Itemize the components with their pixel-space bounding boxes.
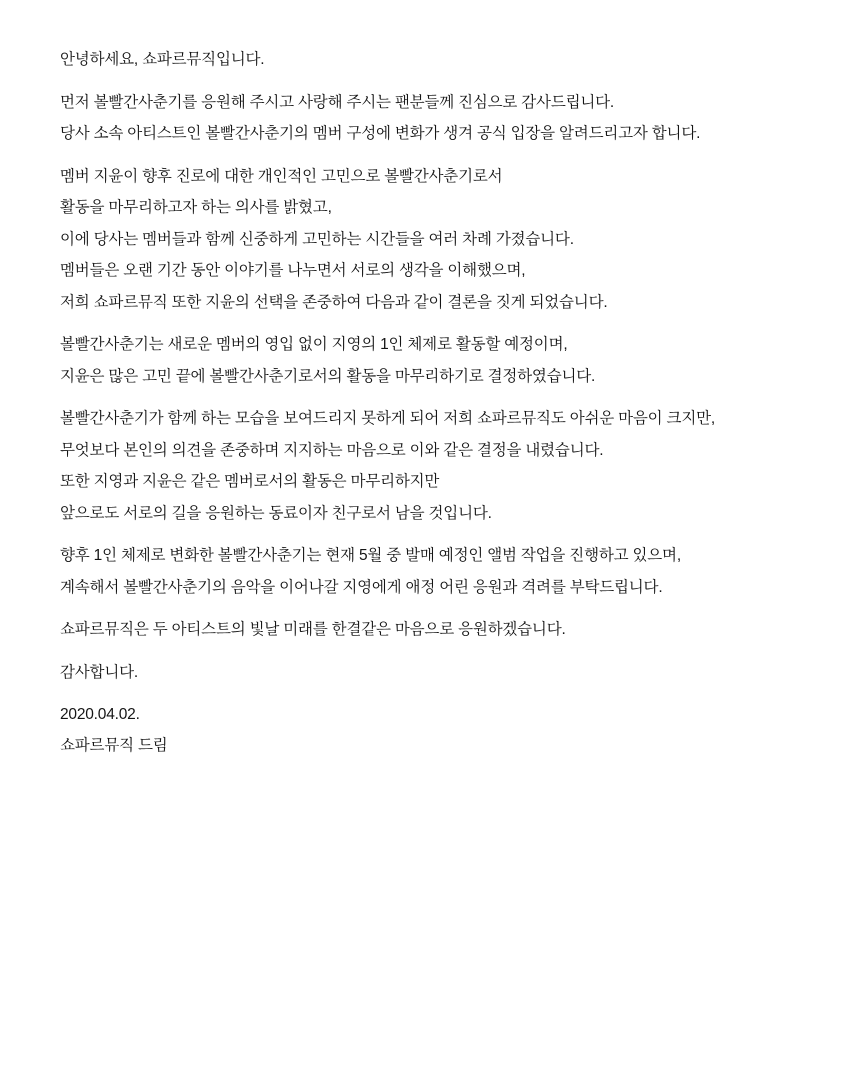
paragraph-apology-and-support: [60, 411, 792, 521]
statement-line: 저희 쇼파르뮤직 또한 지윤의 선택을 존중하여 다음과 같이 결론을 짓게 되었습니다.: [60, 293, 608, 311]
statement-line: 무엇보다 본인의 의견을 존중하며 지지하는 마음으로 이와 같은 결정을 내렸습니다.: [60, 441, 604, 459]
paragraph-conclusion: [60, 337, 792, 384]
paragraph-thank-you: [60, 665, 792, 681]
statement-line: 활동을 마무리하고자 하는 의사를 밝혔고,: [60, 199, 332, 216]
statement-line: 당사 소속 아티스트인 볼빨간사춘기의 멤버 구성에 변화가 생겨 공식 입장을 알려드리고자 합니다.: [60, 125, 701, 142]
statement-body: [60, 52, 792, 753]
paragraph-thanks-and-purpose: [60, 95, 792, 142]
statement-line: 또한 지영과 지윤은 같은 멤버로서의 활동은 마무리하지만: [60, 473, 440, 490]
statement-line: 멤버들은 오랜 기간 동안 이야기를 나누면서 서로의 생각을 이해했으며,: [60, 262, 526, 279]
paragraph-closing-support: [60, 622, 792, 638]
statement-line: 쇼파르뮤직은 두 아티스트의 빛날 미래를 한결같은 마음으로 응원하겠습니다.: [60, 621, 566, 638]
statement-line: 계속해서 볼빨간사춘기의 음악을 이어나갈 지영에게 애정 어린 응원과 격려를 부탁드립니다.: [60, 578, 663, 596]
statement-line: 볼빨간사춘기는 새로운 멤버의 영입 없이 지영의 1인 체제로 활동할 예정이며,: [60, 336, 568, 353]
statement-line: 앞으로도 서로의 길을 응원하는 동료이자 친구로서 남을 것입니다.: [60, 504, 492, 522]
statement-line: 감사합니다.: [60, 663, 138, 681]
statement-line: 이에 당사는 멤버들과 함께 신중하게 고민하는 시간들을 여러 차례 가졌습니다.: [60, 230, 574, 248]
signature-block: [60, 707, 792, 753]
statement-line: 향후 1인 체제로 변화한 볼빨간사춘기는 현재 5월 중 발매 예정인 앨범 작업을 진행하고 있으며,: [60, 547, 681, 564]
statement-line: 볼빨간사춘기가 함께 하는 모습을 보여드리지 못하게 되어 저희 쇼파르뮤직도 아쉬운 마음이 크지만,: [60, 410, 715, 427]
statement-date: 2020.04.02.: [60, 706, 140, 723]
paragraph-greeting: [60, 52, 792, 68]
paragraph-future-plans: [60, 548, 792, 595]
statement-line: 지윤은 많은 고민 끝에 볼빨간사춘기로서의 활동을 마무리하기로 결정하였습니다.: [60, 367, 596, 385]
statement-line: 먼저 볼빨간사춘기를 응원해 주시고 사랑해 주시는 팬분들께 진심으로 감사드립니다.: [60, 93, 615, 111]
statement-line: 안녕하세요, 쇼파르뮤직입니다.: [60, 51, 265, 68]
paragraph-background: [60, 169, 792, 311]
statement-line: 멤버 지윤이 향후 진로에 대한 개인적인 고민으로 볼빨간사춘기로서: [60, 167, 503, 185]
statement-sender: 쇼파르뮤직 드림: [60, 736, 168, 754]
